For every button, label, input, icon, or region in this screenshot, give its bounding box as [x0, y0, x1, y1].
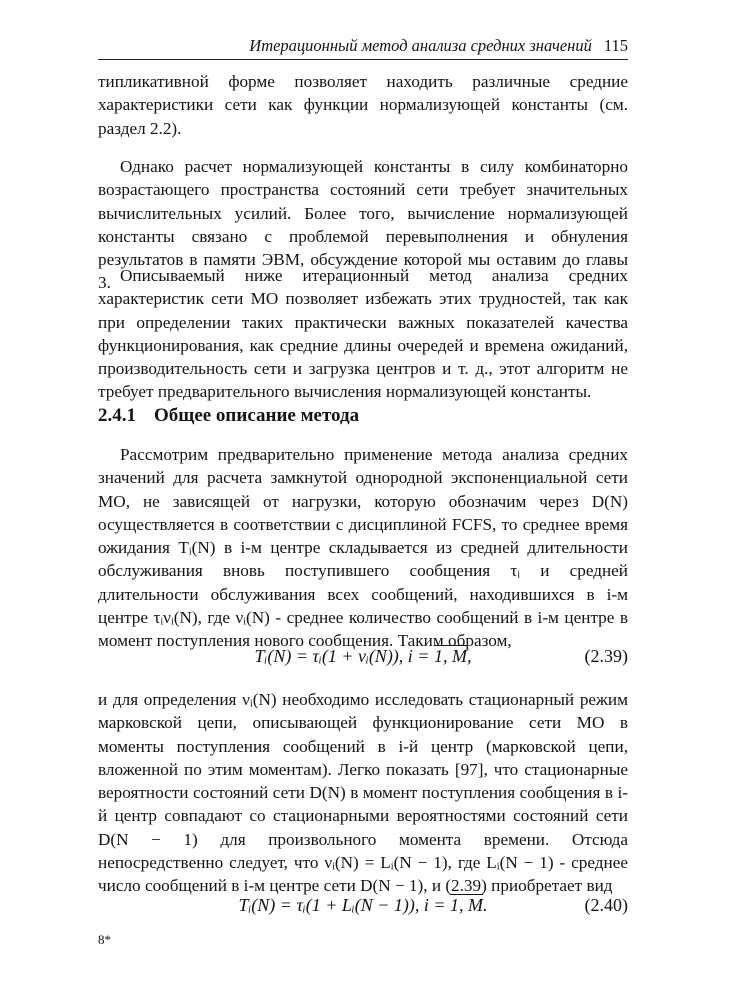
- equation-2-39-range: 1, M: [433, 646, 467, 666]
- section-heading: [98, 405, 359, 427]
- paragraph-4: Рассмотрим предварительно применение метода анализа средних значений для расчета замкнутой однородной экспоненциальной сети МО, не зависящей от нагрузки, которую обозначим через D(N) осуществляется в соответствии с дисциплиной FCFS, то среднее время ожидания Tᵢ(N) в i-м центре складывается из средней длительности обслуживания вновь поступившего сообщения τᵢ и средней длительности обслуживания всех сообщений, находившихся в i-м центре τᵢνᵢ(N), где νᵢ(N) - среднее количество сообщений в i-м центре в момент поступления нового сообщения. Таким образом,: [98, 445, 628, 651]
- running-header: [98, 36, 628, 60]
- equation-2-40-number: (2.40): [584, 895, 628, 915]
- equation-2-39-body: Tᵢ(N) = τᵢ(1 + νᵢ(N)), i =: [254, 646, 434, 666]
- signature-mark: 8*: [98, 932, 111, 947]
- equation-2-40-range: 1, M: [450, 895, 484, 915]
- equation-2-40-body: Tᵢ(N) = τᵢ(1 + Lᵢ(N − 1)), i =: [238, 895, 451, 915]
- equation-2-39: Tᵢ(N) = τᵢ(1 + νᵢ(N)), i = 1, M, (2.39): [254, 646, 628, 666]
- section-number: 2.4.1: [98, 405, 136, 426]
- header-title: Итерационный метод анализа средних значений: [249, 36, 592, 55]
- equation-2-40: Tᵢ(N) = τᵢ(1 + Lᵢ(N − 1)), i = 1, M. (2.40): [238, 895, 628, 915]
- page-number: 115: [603, 36, 628, 55]
- paragraph-1: типликативной форме позволяет находить различные средние характеристики сети как функции нормализующей константы (см. раздел 2.2).: [98, 72, 628, 138]
- section-title: Общее описание метода: [154, 405, 360, 426]
- paragraph-3: Описываемый ниже итерационный метод анализа средних характеристик сети МО позволяет избежать этих трудностей, так как при определении таких практически важных показателей качества функционирования, как средние длины очередей и времена ожиданий, производительность сети и загрузка центров и т. д., этот алгоритм не требует предварительного вычисления нормализующей константы.: [98, 266, 628, 402]
- equation-2-39-number: (2.39): [584, 646, 628, 666]
- paragraph-2: Однако расчет нормализующей константы в силу комбинаторно возрастающего пространства состояний сети требует значительных вычислительных усилий. Более того, вычисление нормализующей константы связано с проблемой перевыполнения и обнуления результатов в памяти ЭВМ, обсуждение которой мы оставим до главы 3.: [98, 157, 628, 293]
- paragraph-5: и для определения νᵢ(N) необходимо исследовать стационарный режим марковской цепи, описывающей функционирование сети МО в моменты поступления сообщений в i-й центр (марковской цепи, вложенной по этим моментам). Легко показать [97], что стационарные вероятности состояний сети D(N) в момент поступления сообщения в i-й центр совпадают со стационарными вероятностями состояний сети D(N − 1) для произвольного момента времени. Отсюда непосредственно следует, что νᵢ(N) = Lᵢ(N − 1), где Lᵢ(N − 1) - среднее число сообщений в i-м центре сети D(N − 1), и (2.39) приобретает вид: [98, 690, 628, 896]
